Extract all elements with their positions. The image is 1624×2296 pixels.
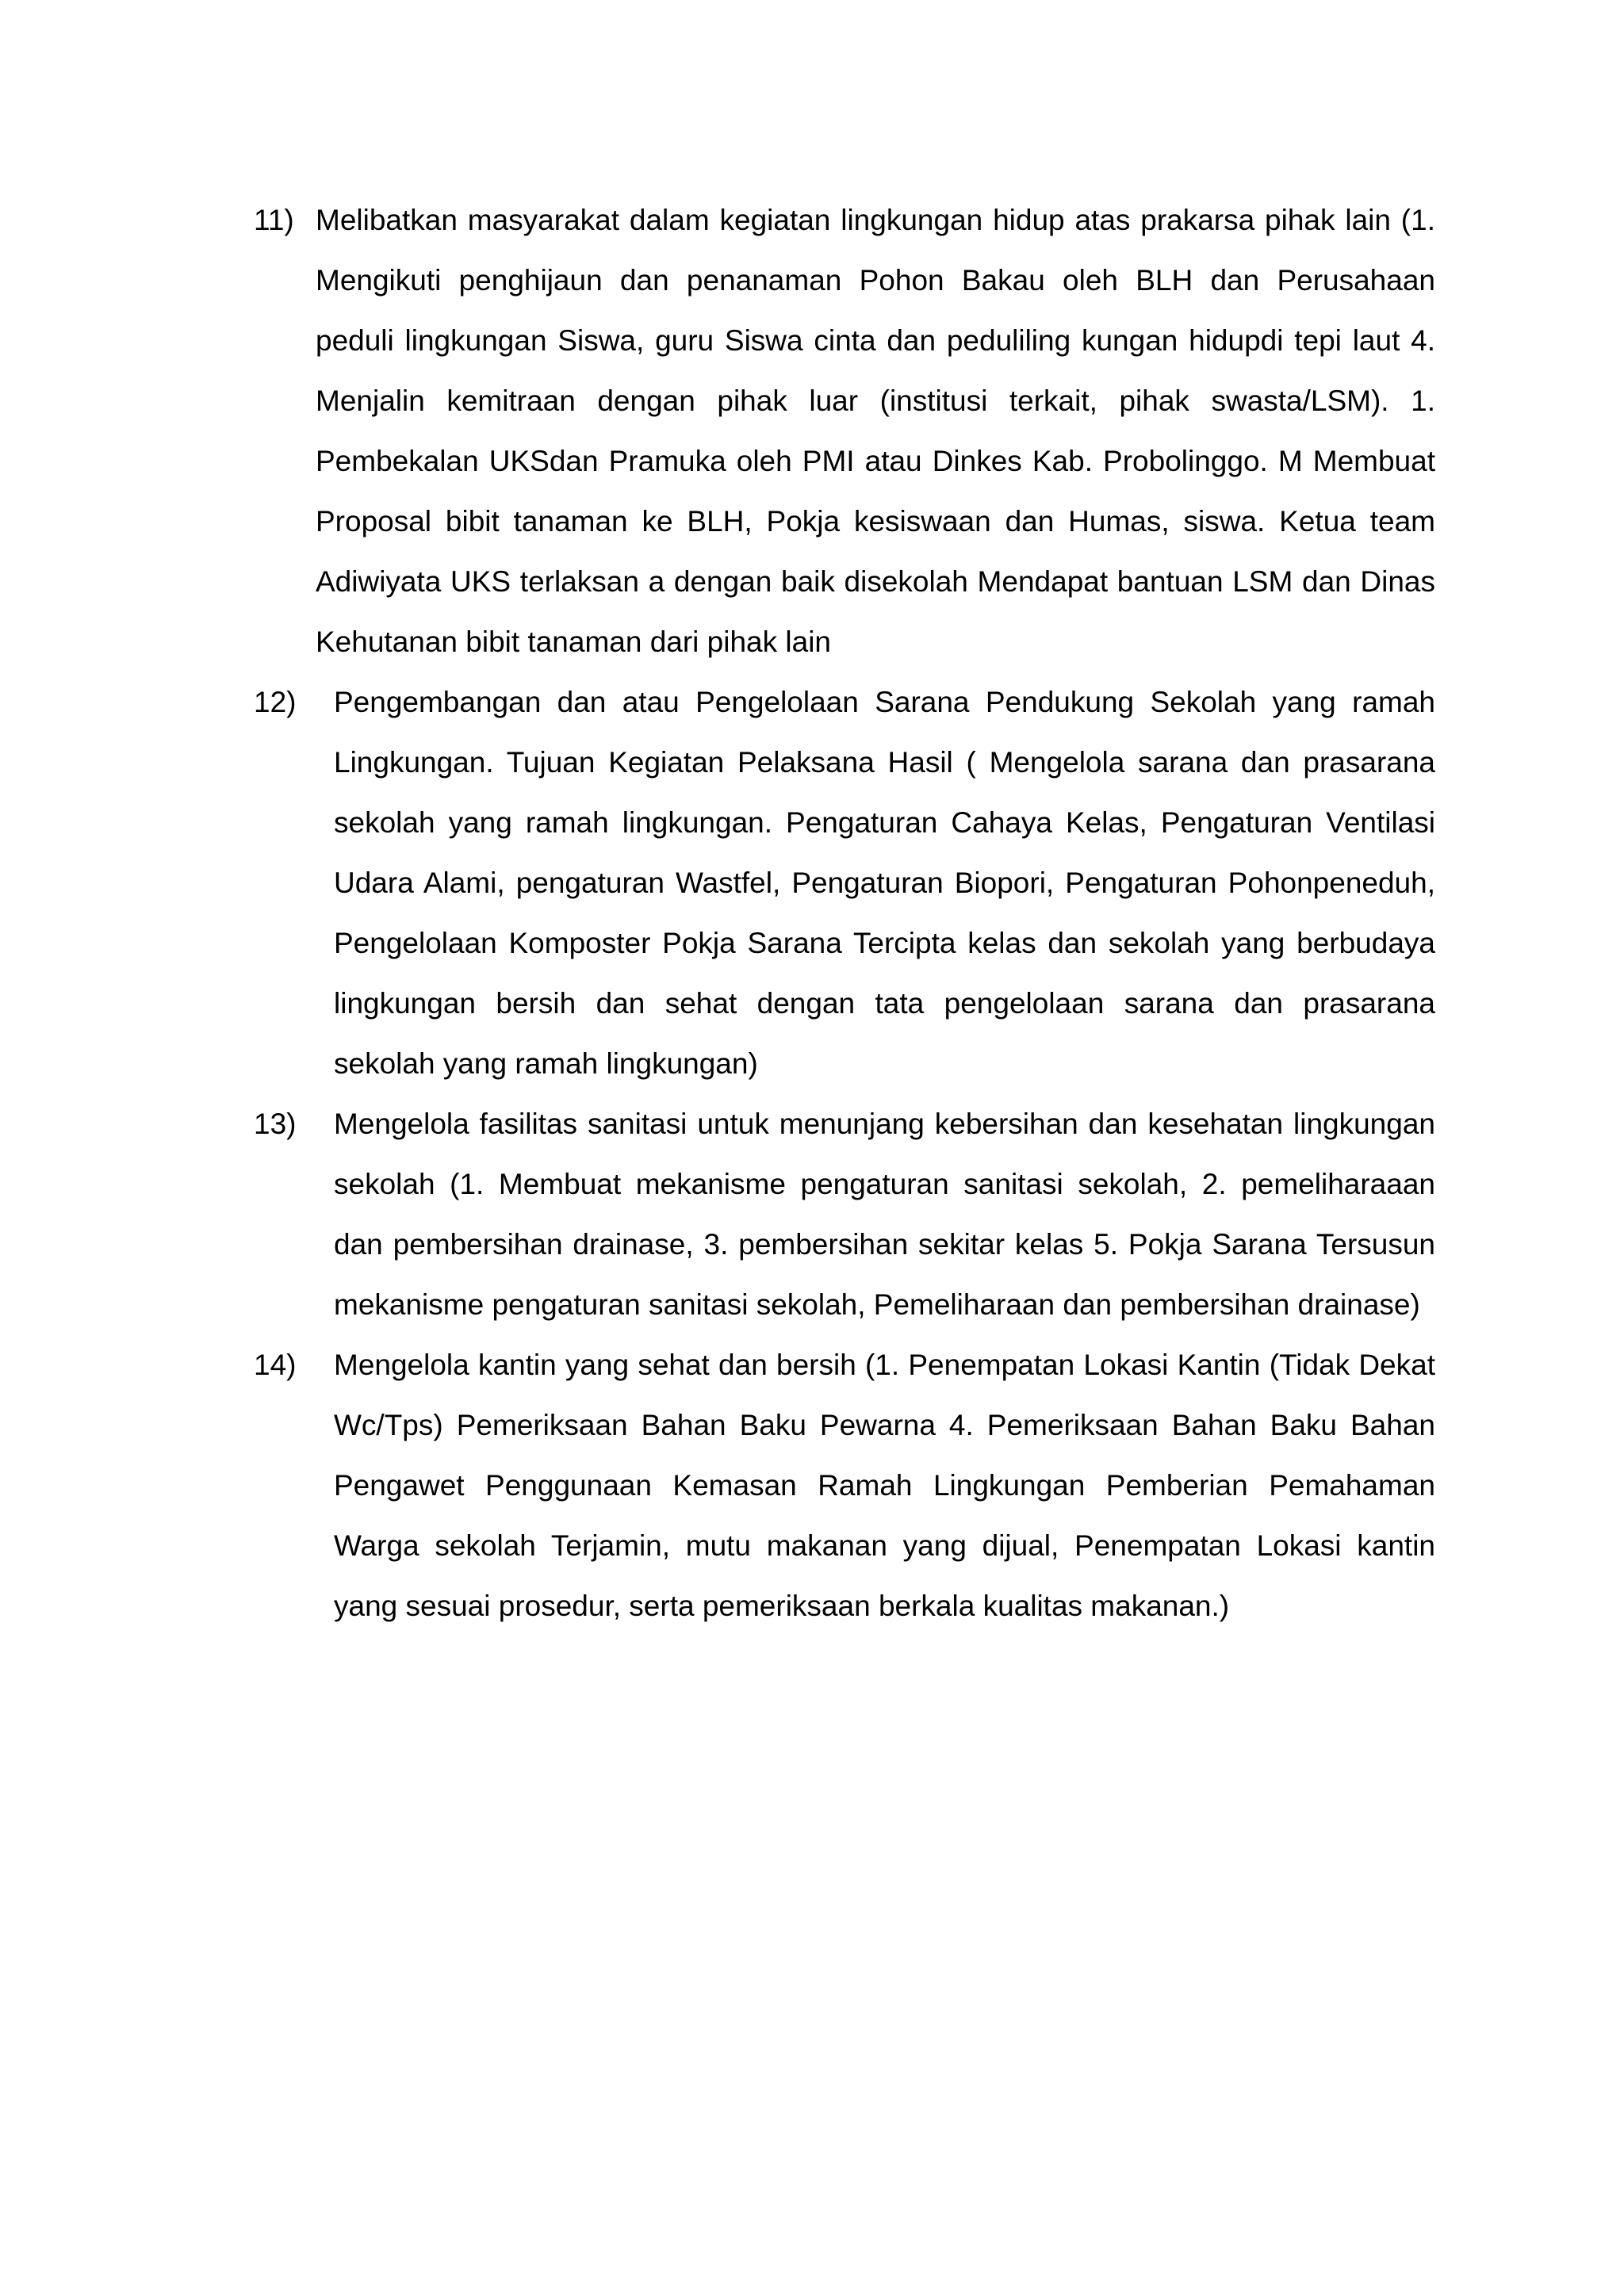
list-item (254, 190, 1435, 672)
list-item-text: Pengembangan dan atau Pengelolaan Sarana Pendukung Sekolah yang ramah Lingkungan. Tujuan Kegiatan Pelaksana Hasil ( Mengelola sarana dan prasarana sekolah yang ramah lingkungan. Pengaturan Cahaya Kelas, Pengaturan Ventilasi Udara Alami, pengaturan Wastfel, Pengaturan Biopori, Pengaturan Pohonpeneduh, Pengelolaan Komposter Pokja Sarana Tercipta kelas dan sekolah yang berbudaya lingkungan bersih dan sehat dengan tata pengelolaan sarana dan prasarana sekolah yang ramah lingkungan) (334, 686, 1435, 1080)
list-item-number: 12) (254, 686, 297, 718)
list-item (254, 672, 1435, 1094)
list-item-number: 14) (254, 1349, 297, 1381)
list-item-number: 13) (254, 1108, 297, 1140)
list-item-number: 11) (254, 204, 294, 236)
list-item (254, 1335, 1435, 1636)
numbered-list (254, 190, 1435, 1636)
list-item-text: Mengelola fasilitas sanitasi untuk menunjang kebersihan dan kesehatan lingkungan sekolah (1. Membuat mekanisme pengaturan sanitasi sekolah, 2. pemeliharaaan dan pembersihan drainase, 3. pembersihan sekitar kelas 5. Pokja Sarana Tersusun mekanisme pengaturan sanitasi sekolah, Pemeliharaan dan pembersihan drainase) (334, 1108, 1435, 1321)
list-item-text: Melibatkan masyarakat dalam kegiatan lingkungan hidup atas prakarsa pihak lain (1. Mengikuti penghijaun dan penanaman Pohon Bakau oleh BLH dan Perusahaan peduli lingkungan Siswa, guru Siswa cinta dan peduliling kungan hidupdi tepi laut 4. Menjalin kemitraan dengan pihak luar (institusi terkait, pihak swasta/LSM). 1. Pembekalan UKSdan Pramuka oleh PMI atau Dinkes Kab. Probolinggo. M Membuat Proposal bibit tanaman ke BLH, Pokja kesiswaan dan Humas, siswa. Ketua team Adiwiyata UKS terlaksan a dengan baik disekolah Mendapat bantuan LSM dan Dinas Kehutanan bibit tanaman dari pihak lain (316, 204, 1435, 658)
list-item-text: Mengelola kantin yang sehat dan bersih (1. Penempatan Lokasi Kantin (Tidak Dekat Wc/Tps) Pemeriksaan Bahan Baku Pewarna 4. Pemeriksaan Bahan Baku Bahan Pengawet Penggunaan Kemasan Ramah Lingkungan Pemberian Pemahaman Warga sekolah Terjamin, mutu makanan yang dijual, Penempatan Lokasi kantin yang sesuai prosedur, serta pemeriksaan berkala kualitas makanan.) (334, 1349, 1435, 1622)
list-item (254, 1094, 1435, 1335)
